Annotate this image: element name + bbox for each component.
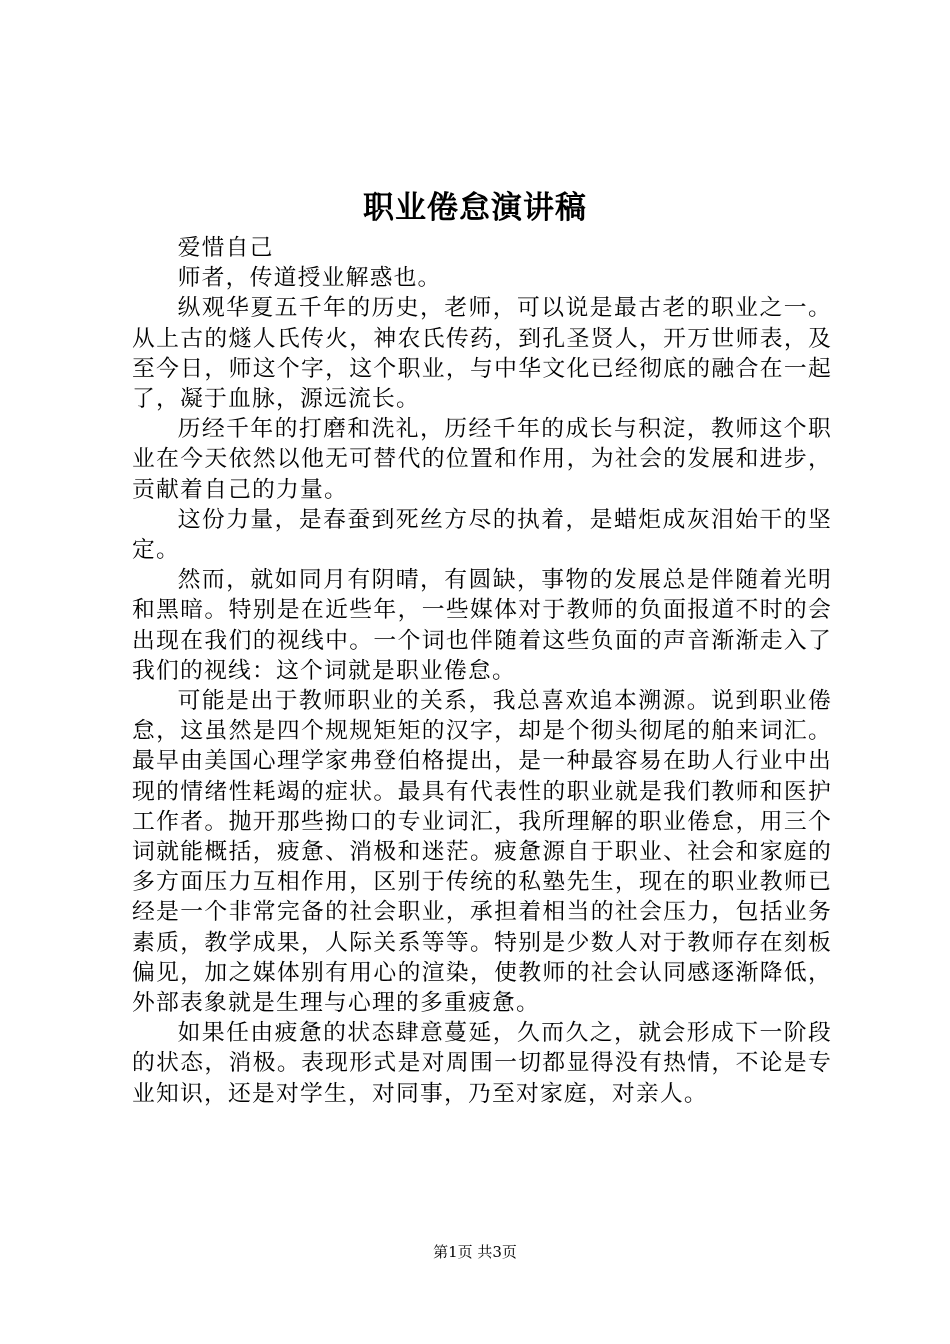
paragraph: 这份力量，是春蚕到死丝方尽的执着，是蜡炬成灰泪始干的坚定。 — [132, 506, 832, 564]
paragraph: 如果任由疲惫的状态肆意蔓延，久而久之，就会形成下一阶段的状态，消极。表现形式是对周围一切都显得没有热情，不论是专业知识，还是对学生，对同事，乃至对家庭，对亲人。 — [132, 1020, 832, 1107]
paragraph: 然而，就如同月有阴晴，有圆缺，事物的发展总是伴随着光明和黑暗。特别是在近些年，一些媒体对于教师的负面报道不时的会出现在我们的视线中。一个词也伴随着这些负面的声音渐渐走入了我们的视线：这个词就是职业倦怠。 — [132, 567, 832, 684]
paragraph: 纵观华夏五千年的历史，老师，可以说是最古老的职业之一。从上古的燧人氏传火，神农氏传药，到孔圣贤人，开万世师表，及至今日，师这个字，这个职业，与中华文化已经彻底的融合在一起了，凝于血脉，源远流长。 — [132, 295, 832, 413]
document-body — [132, 233, 832, 1109]
paragraph: 师者，传道授业解惑也。 — [177, 265, 442, 292]
paragraph: 历经千年的打磨和洗礼，历经千年的成长与积淀，教师这个职业在今天依然以他无可替代的位置和作用，为社会的发展和进步，贡献着自己的力量。 — [132, 416, 832, 503]
document-title: 职业倦怠演讲稿 — [363, 190, 587, 226]
page-footer: 第1页 共3页 — [433, 1243, 517, 1261]
paragraph: 可能是出于教师职业的关系，我总喜欢追本溯源。说到职业倦怠，这虽然是四个规规矩矩的汉字，却是个彻头彻尾的舶来词汇。最早由美国心理学家弗登伯格提出，是一种最容易在助人行业中出现的情绪性耗竭的症状。最具有代表性的职业就是我们教师和医护工作者。抛开那些拗口的专业词汇，我所理解的职业倦怠，用三个词就能概括，疲惫、消极和迷茫。疲惫源自于职业、社会和家庭的多方面压力互相作用，区别于传统的私塾先生，现在的职业教师已经是一个非常完备的社会职业，承担着相当的社会压力，包括业务素质，教学成果，人际关系等等。特别是少数人对于教师存在刻板偏见，加之媒体别有用心的渲染，使教师的社会认同感逐渐降低，外部表象就是生理与心理的多重疲惫。 — [132, 688, 832, 1017]
paragraph: 爱惜自己 — [177, 235, 274, 261]
